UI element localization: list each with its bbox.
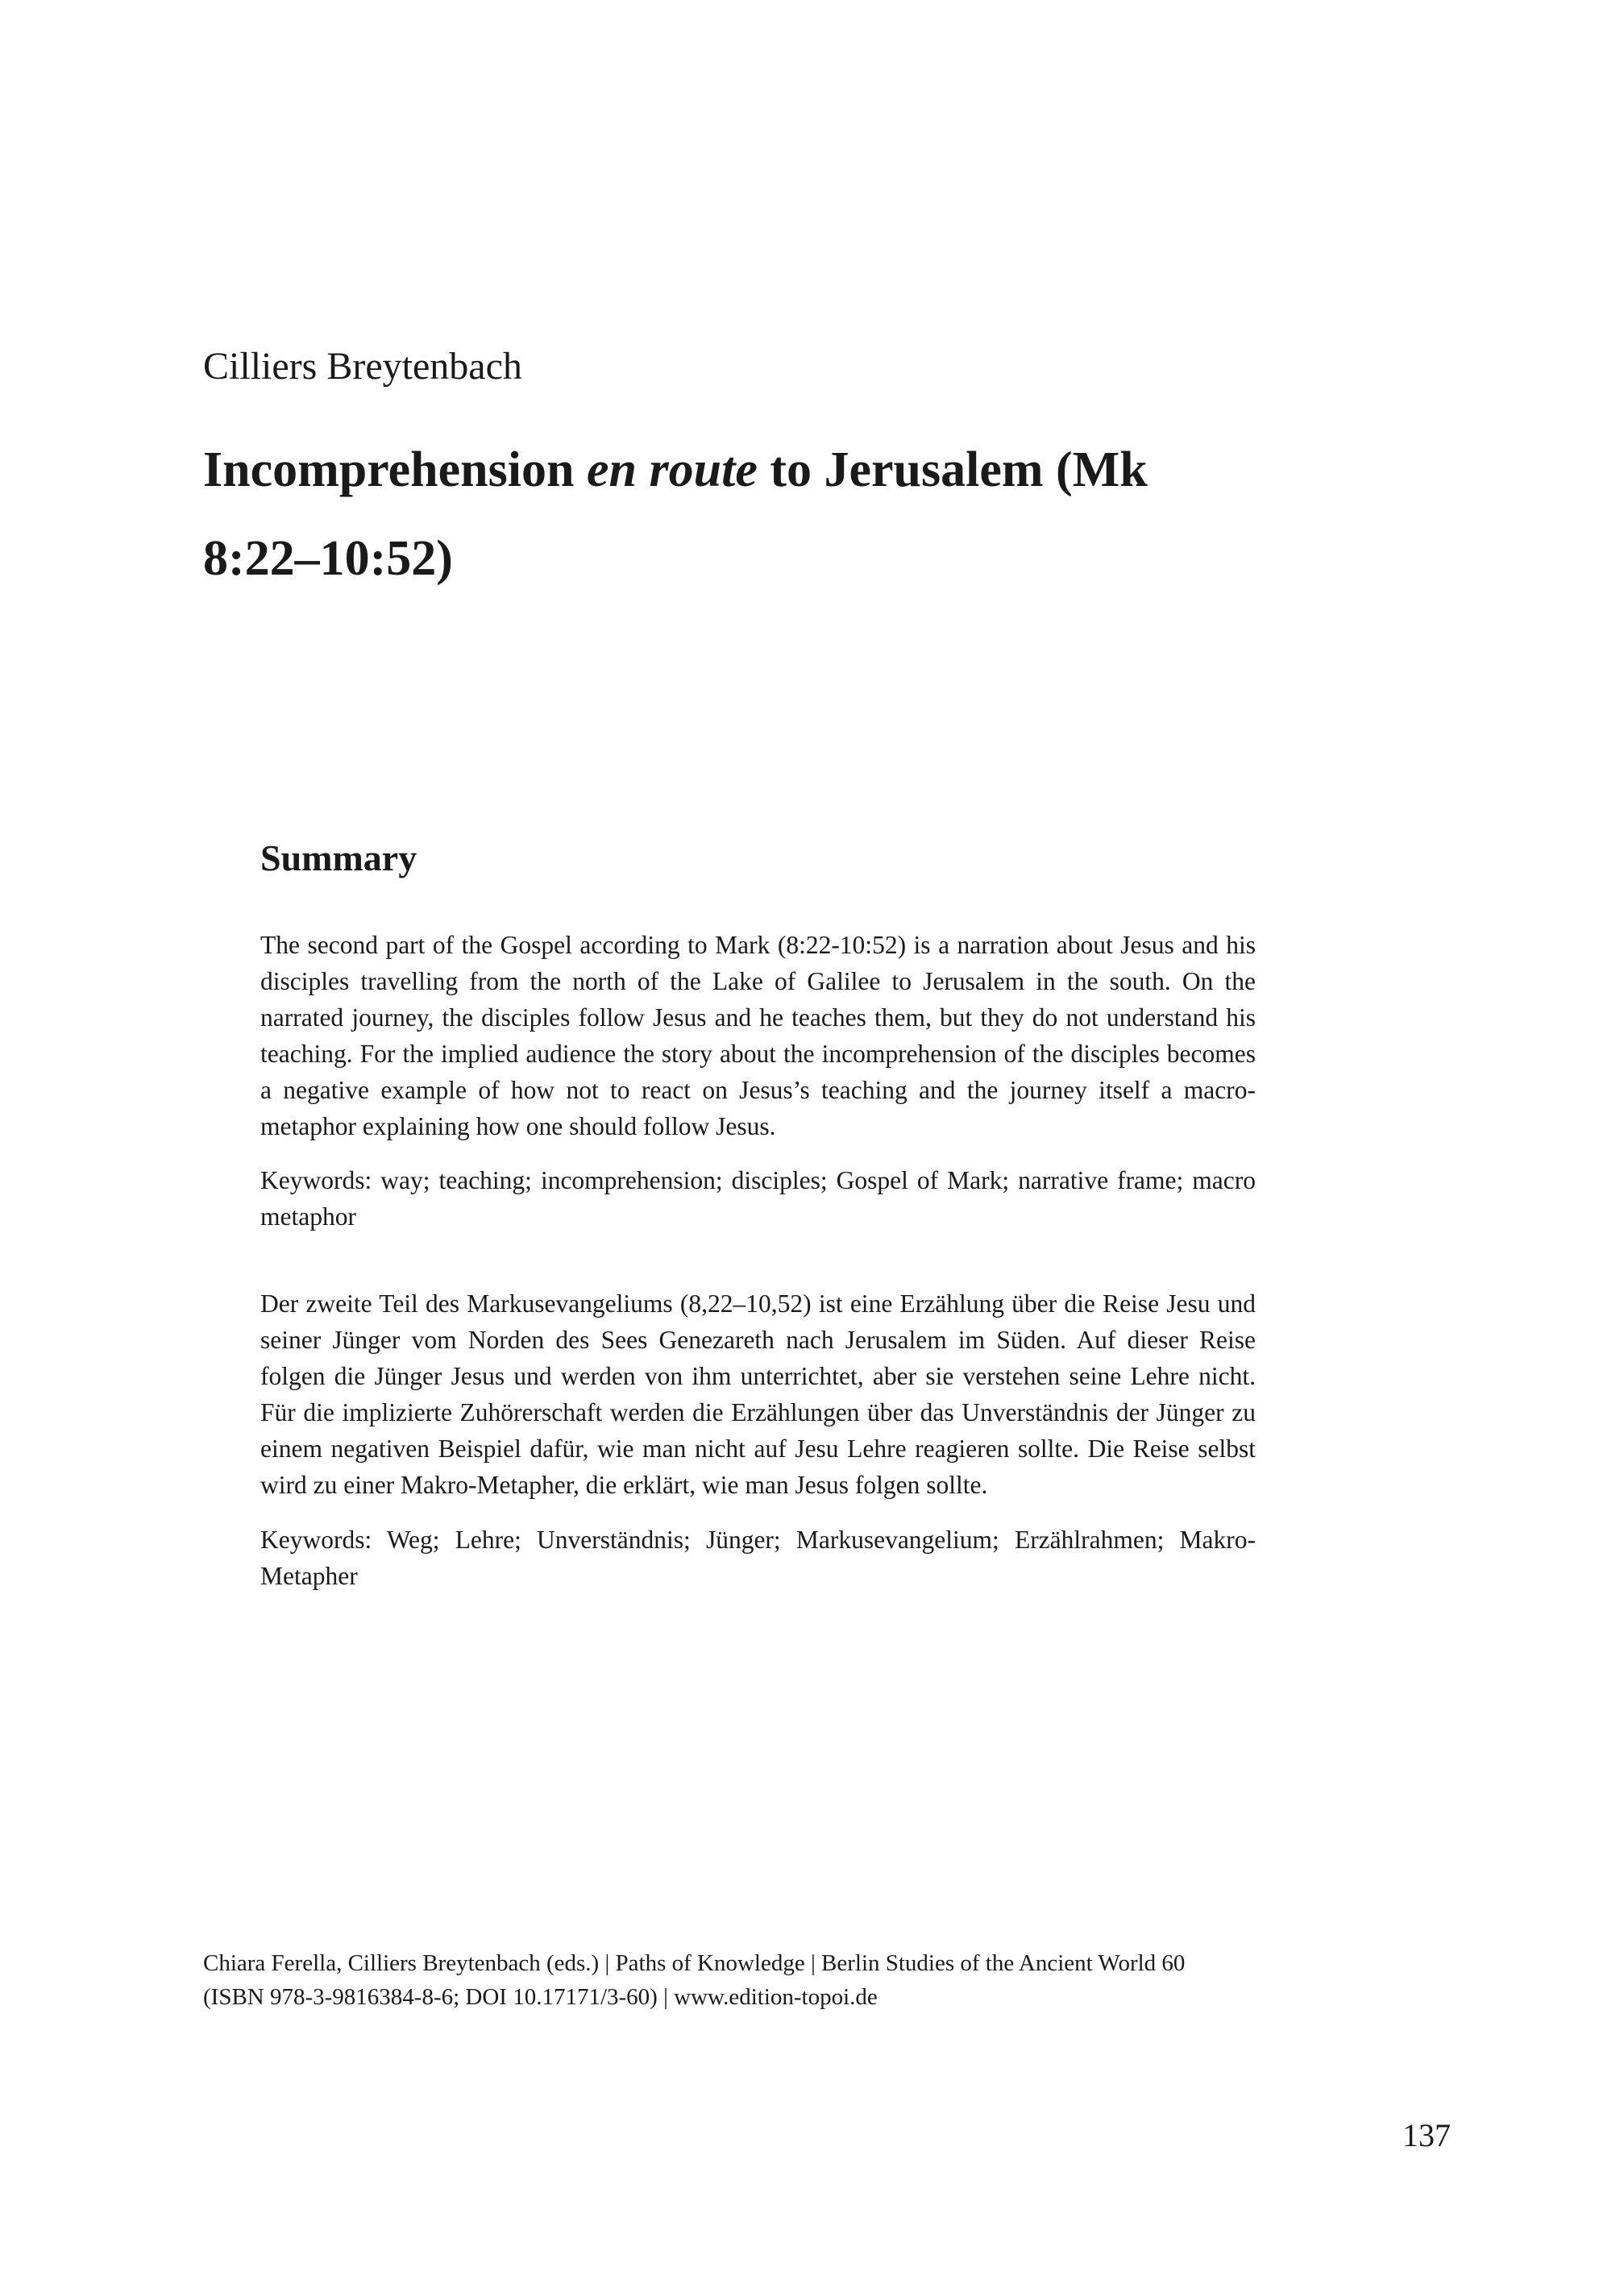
title-part-1: Incomprehension xyxy=(203,442,587,497)
footer-line-2: (ISBN 978-3-9816384-8-6; DOI 10.17171/3-60) | www.edition-topoi.de xyxy=(203,1984,878,2010)
german-keywords: Keywords: Weg; Lehre; Unverständnis; Jünger; Markusevangelium; Erzählrahmen; Makro-Metapher xyxy=(260,1526,1256,1590)
title-emphasis: en route xyxy=(587,442,758,497)
english-keywords: Keywords: way; teaching; incomprehension; disciples; Gospel of Mark; narrative frame; macro metaphor xyxy=(260,1166,1256,1231)
summary-heading: Summary xyxy=(260,837,417,878)
footer-line-1: Chiara Ferella, Cilliers Breytenbach (eds.) | Paths of Knowledge | Berlin Studies of the Ancient World 60 xyxy=(203,1950,1186,1976)
german-abstract: Der zweite Teil des Markusevangeliums (8,22–10,52) ist eine Erzählung über die Reise Jesu und seiner Jünger vom Norden des Sees Genezareth nach Jerusalem im Süden. Auf dieser Reise folgen die Jünger Jesus und werden von ihm unterrichtet, aber sie verstehen seine Lehre nicht. Für die implizierte Zuhörerschaft werden die Erzählungen über das Unverständnis der Jünger zu einem negativen Beispiel dafür, wie man nicht auf Jesu Lehre reagieren sollte. Die Reise selbst wird zu einer Makro-Metapher, die erklärt, wie man Jesus folgen sollte. xyxy=(260,1289,1256,1499)
title-part-2: to Jerusalem (Mk 8:22–10:52) xyxy=(203,442,1148,586)
author-name: Cilliers Breytenbach xyxy=(203,345,522,388)
article-title xyxy=(203,426,1211,603)
publication-footer xyxy=(203,1946,1331,2014)
english-abstract: The second part of the Gospel according to Mark (8:22-10:52) is a narration about Jesus and his disciples travelling from the north of the Lake of Galilee to Jerusalem in the south. On the narrated journey, the disciples follow Jesus and he teaches them, but they do not understand his teaching. For the implied audience the story about the incomprehension of the disciples becomes a negative example of how not to react on Jesus’s teaching and the journey itself a macro-metaphor explaining how one should follow Jesus. xyxy=(260,931,1256,1140)
page-number: 137 xyxy=(1402,2117,1451,2153)
